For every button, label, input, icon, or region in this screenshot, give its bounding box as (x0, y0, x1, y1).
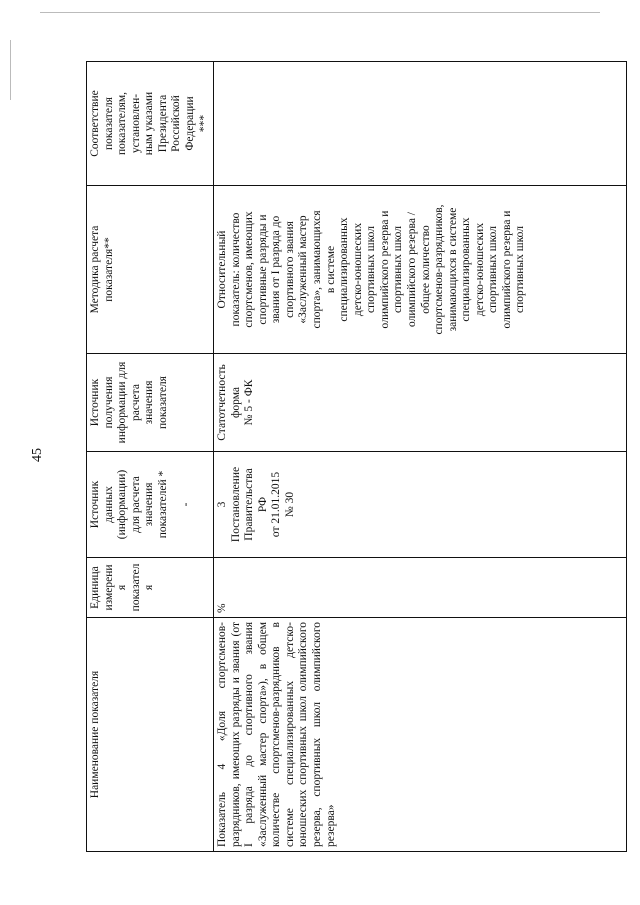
header-info-line: информации для (116, 361, 129, 444)
header-unit-line: Единица (89, 566, 101, 609)
cell-name (214, 618, 627, 852)
header-compliance-line: Российской (170, 95, 183, 152)
cell-unit (214, 558, 627, 618)
cell-info-line: Статотчетность (216, 364, 229, 441)
header-method-line: Методика расчета (89, 225, 101, 314)
scan-mark-left (10, 40, 11, 100)
table-row (214, 62, 627, 852)
header-method-line: показателя** (102, 237, 115, 302)
cell-method-line: детско-юношеских (351, 222, 364, 317)
cell-method-line: спортивных школ (392, 226, 405, 313)
header-mark: - (180, 502, 193, 507)
cell-source (214, 452, 627, 558)
cell-method-line: спортивных школ (487, 226, 500, 313)
cell-info-line: форма (229, 386, 242, 419)
cell-method-line: олимпийского резерва и (500, 210, 513, 329)
cell-method-line: спортсменов-разрядников, (433, 204, 446, 335)
header-info-line: показателя (156, 376, 169, 429)
cell-method-line: в системе (324, 245, 337, 294)
header-name-text: Наименование показателя (89, 670, 101, 799)
cell-method-line: спортивных школ (365, 226, 378, 313)
header-compliance-line: Президента (156, 94, 169, 153)
page-number: 45 (30, 448, 45, 462)
header-unit-line: показателя (129, 563, 156, 612)
header-source-line: значения (143, 482, 156, 527)
header-compliance-line: *** (197, 114, 210, 133)
header-compliance-line: Федерации (183, 96, 196, 151)
cell-source-line: Постановление (229, 466, 242, 543)
cell-method-line: занимающихся в системе (446, 207, 459, 332)
header-source-line: данных (102, 486, 115, 523)
cell-method-line: спортивного звания (283, 221, 296, 318)
header-compliance-line: установлен- (129, 93, 142, 154)
cell-method-line: «Заслуженный мастер (297, 215, 310, 324)
cell-method-line: спорта», занимающихся (311, 210, 323, 329)
indicator-table (86, 61, 627, 852)
cell-method-line: спортивные разряды и (256, 214, 269, 325)
cell-method (214, 186, 627, 354)
cell-unit-text: % (216, 603, 229, 613)
cell-source-line: Правительства (243, 468, 256, 541)
header-method (87, 186, 214, 354)
header-name (87, 618, 214, 852)
cell-method-line: показатель: количество (229, 212, 242, 327)
header-info-line: получения (102, 376, 115, 429)
header-info-source (87, 354, 214, 452)
header-source-line: (информации) (116, 469, 129, 540)
cell-method-line: олимпийского резерва / (405, 212, 418, 327)
header-source-line: для расчета (129, 476, 142, 533)
header-unit-line: измерения (102, 564, 129, 611)
header-compliance-line: ным указами (143, 91, 156, 156)
cell-info-line: № 5 - ФК (243, 379, 256, 426)
cell-compliance (214, 62, 627, 186)
rotated-table-wrapper (86, 62, 586, 852)
header-compliance-line: показателя (102, 97, 115, 150)
scan-mark-top (40, 12, 600, 13)
header-source-line: показателей * (156, 470, 169, 539)
header-compliance-line: показателям, (116, 91, 129, 156)
header-source (87, 452, 214, 558)
header-source-line: Источник (89, 480, 101, 529)
header-info-line: расчета (129, 384, 142, 421)
cell-method-line: специализированных (460, 217, 473, 322)
cell-method-line: спортивных школ (514, 226, 527, 313)
header-unit (87, 558, 214, 618)
cell-method-line: детско-юношеских (473, 222, 486, 317)
header-info-line: значения (143, 380, 156, 425)
cell-method-line: специализированных (338, 217, 351, 322)
cell-source-line: РФ (256, 496, 269, 513)
cell-method-line: олимпийского резерва и (378, 210, 391, 329)
cell-info-source (214, 354, 627, 452)
cell-method-line: спортсменов, имеющих (243, 211, 256, 328)
cell-method-line: звания от I разряда до (270, 215, 283, 324)
header-info-line: Источник (89, 378, 101, 427)
cell-source-line: от 21.01.2015 (270, 471, 283, 538)
cell-source-line: 3 (216, 501, 229, 508)
cell-method-line: общее количество (419, 225, 432, 314)
cell-source-line: № 30 (283, 491, 296, 518)
table-header-row (87, 62, 214, 852)
header-compliance-line: Соответствие (89, 90, 101, 157)
header-compliance (87, 62, 214, 186)
cell-method-line: Относительный (216, 230, 229, 309)
cell-name-text: Показатель 4 «Доля спортсменов-разрядников, имеющих разряды и звания (от I разряда до спортивного звания «Заслуженный мастер спорта»), в общем количестве спортсменов-разрядников в системе специализированных детско-юношеских спортивных школ олимпийского резерва, спортивных школ олимпийского резерва» (216, 622, 337, 847)
